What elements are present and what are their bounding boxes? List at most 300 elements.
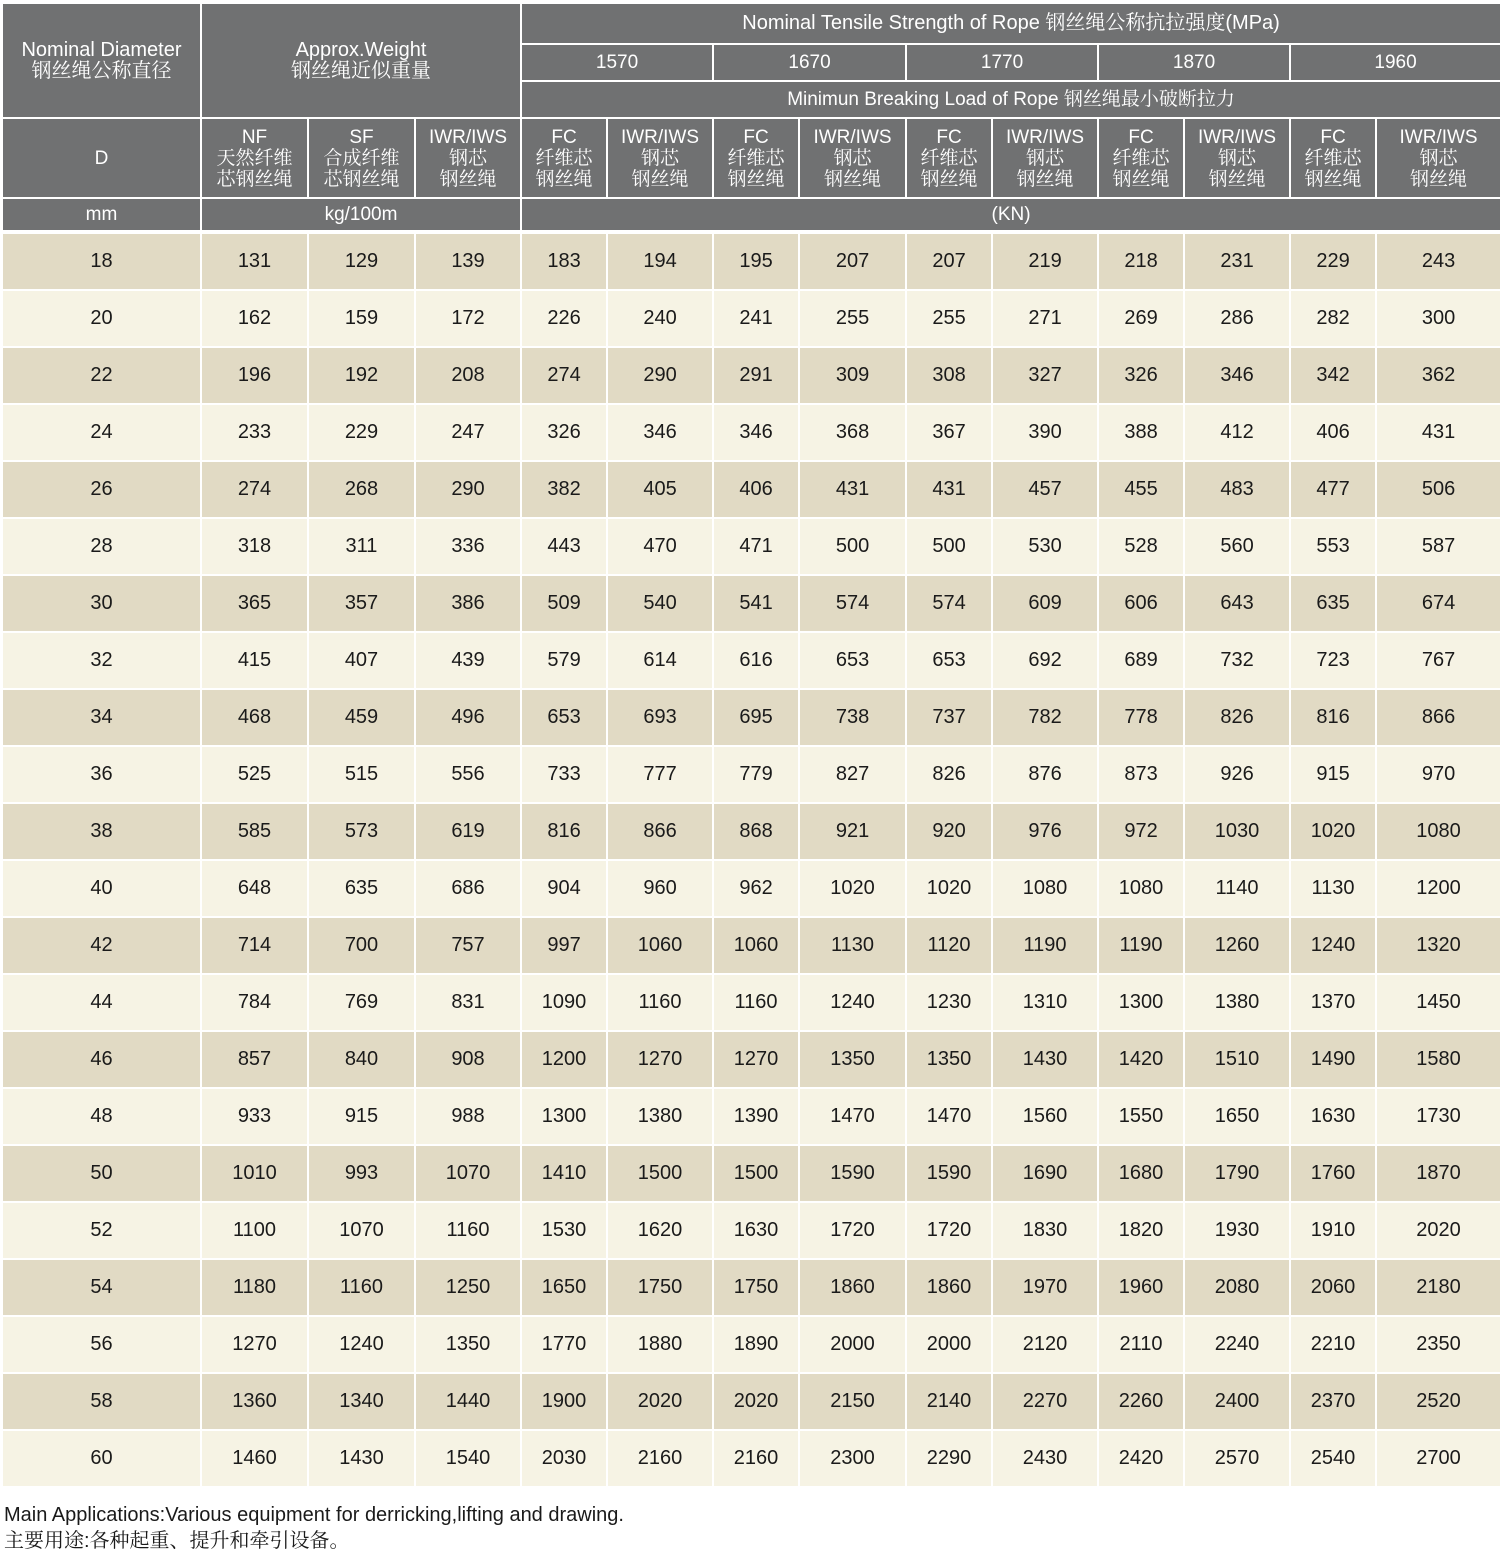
fc-load-1770-cell: 1020 <box>907 861 993 918</box>
fc-load-1570-cell: 733 <box>522 747 608 804</box>
fc-load-1570-cell: 997 <box>522 918 608 975</box>
fc-load-1570-cell: 1090 <box>522 975 608 1032</box>
fc-zh-line1: 纤维芯 <box>1112 147 1170 169</box>
nf-weight-cell: 857 <box>202 1032 309 1089</box>
fc-zh-line1: 纤维芯 <box>535 147 593 169</box>
fc-load-1870-cell: 873 <box>1099 747 1185 804</box>
iwr-load-1870-cell: 1930 <box>1185 1203 1291 1260</box>
nf-weight-cell: 318 <box>202 519 309 576</box>
iwr-header-1960 <box>1377 119 1500 199</box>
sf-weight-cell: 840 <box>309 1032 416 1089</box>
iwr-load-1770-cell: 782 <box>993 690 1099 747</box>
iwr-load-1770-cell: 2270 <box>993 1374 1099 1431</box>
sf-weight-cell: 311 <box>309 519 416 576</box>
iwr-load-1670-cell: 255 <box>800 291 907 348</box>
sf-zh-line1: 合成纤维 <box>323 147 400 169</box>
fc-load-1960-cell: 1370 <box>1291 975 1377 1032</box>
nf-weight-cell: 415 <box>202 633 309 690</box>
iwr-load-1960-cell: 866 <box>1377 690 1500 747</box>
grade-1960-header: 1960 <box>1291 45 1500 82</box>
fc-load-1870-cell: 1550 <box>1099 1089 1185 1146</box>
iwr-load-1870-cell: 732 <box>1185 633 1291 690</box>
fc-load-1770-cell: 1230 <box>907 975 993 1032</box>
fc-zh-line2: 钢丝绳 <box>727 168 785 190</box>
sf-weight-cell: 1430 <box>309 1431 416 1488</box>
fc-load-1870-cell: 2110 <box>1099 1317 1185 1374</box>
fc-load-1570-cell: 274 <box>522 348 608 405</box>
nf-zh-line1: 天然纤维 <box>216 147 293 169</box>
fc-load-1870-cell: 778 <box>1099 690 1185 747</box>
fc-code: FC <box>1320 126 1346 148</box>
fc-code: FC <box>936 126 962 148</box>
iwr-weight-cell: 247 <box>416 405 522 462</box>
fc-header-1770 <box>907 119 993 199</box>
iwr-load-1960-cell: 2020 <box>1377 1203 1500 1260</box>
iwr-weight-cell: 1250 <box>416 1260 522 1317</box>
diameter-cell: 26 <box>3 462 202 519</box>
d-header: D <box>3 119 202 199</box>
iwr-weight-cell: 172 <box>416 291 522 348</box>
nf-weight-cell: 1100 <box>202 1203 309 1260</box>
iwr-load-1960-cell: 362 <box>1377 348 1500 405</box>
nf-weight-cell: 233 <box>202 405 309 462</box>
sf-code: SF <box>349 126 374 148</box>
fc-load-1960-cell: 1490 <box>1291 1032 1377 1089</box>
table-row <box>3 1089 1500 1146</box>
diameter-cell: 38 <box>3 804 202 861</box>
iwr-weight-cell: 1540 <box>416 1431 522 1488</box>
iwr-zh-line1: 钢芯 <box>1419 147 1458 169</box>
iwr-load-1870-cell: 1260 <box>1185 918 1291 975</box>
fc-load-1960-cell: 342 <box>1291 348 1377 405</box>
iwr-load-1570-cell: 240 <box>608 291 714 348</box>
iwr-weight-cell: 1160 <box>416 1203 522 1260</box>
fc-load-1770-cell: 255 <box>907 291 993 348</box>
fc-load-1870-cell: 455 <box>1099 462 1185 519</box>
nominal-diameter-en: Nominal Diameter <box>21 38 182 61</box>
table-row <box>3 234 1500 291</box>
fc-load-1670-cell: 2020 <box>714 1374 800 1431</box>
iwr-load-1870-cell: 1650 <box>1185 1089 1291 1146</box>
iwr-weight-cell: 1440 <box>416 1374 522 1431</box>
grade-1570-header: 1570 <box>522 45 714 82</box>
sf-zh-line2: 芯钢丝绳 <box>323 168 400 190</box>
sf-weight-cell: 1340 <box>309 1374 416 1431</box>
fc-zh-line2: 钢丝绳 <box>1112 168 1170 190</box>
iwr-load-1770-cell: 1190 <box>993 918 1099 975</box>
iwr-load-1770-cell: 1560 <box>993 1089 1099 1146</box>
table-row <box>3 519 1500 576</box>
iwr-load-1960-cell: 674 <box>1377 576 1500 633</box>
fc-load-1960-cell: 282 <box>1291 291 1377 348</box>
fc-load-1570-cell: 1300 <box>522 1089 608 1146</box>
iwr-load-1870-cell: 560 <box>1185 519 1291 576</box>
fc-load-1770-cell: 431 <box>907 462 993 519</box>
diameter-cell: 52 <box>3 1203 202 1260</box>
fc-load-1670-cell: 616 <box>714 633 800 690</box>
table-row <box>3 291 1500 348</box>
fc-load-1670-cell: 1750 <box>714 1260 800 1317</box>
iwr-load-1670-cell: 1860 <box>800 1260 907 1317</box>
fc-zh-line1: 纤维芯 <box>920 147 978 169</box>
fc-load-1570-cell: 816 <box>522 804 608 861</box>
table-row <box>3 918 1500 975</box>
tensile-strength-header: Nominal Tensile Strength of Rope 钢丝绳公称抗拉强度(MPa) <box>522 4 1500 45</box>
iwr-load-1670-cell: 1470 <box>800 1089 907 1146</box>
iwr-load-1570-cell: 1500 <box>608 1146 714 1203</box>
iwr-weight-cell: 139 <box>416 234 522 291</box>
iwr-load-1570-cell: 470 <box>608 519 714 576</box>
rope-spec-table-container <box>3 4 1496 1488</box>
nominal-diameter-header <box>3 4 202 119</box>
iwr-load-1960-cell: 1730 <box>1377 1089 1500 1146</box>
iwr-code: IWR/IWS <box>1399 126 1478 148</box>
diameter-cell: 20 <box>3 291 202 348</box>
diameter-cell: 48 <box>3 1089 202 1146</box>
iwr-load-1670-cell: 1590 <box>800 1146 907 1203</box>
table-row <box>3 975 1500 1032</box>
iwr-weight-cell: 1070 <box>416 1146 522 1203</box>
fc-load-1870-cell: 269 <box>1099 291 1185 348</box>
fc-zh-line1: 纤维芯 <box>1304 147 1362 169</box>
nf-weight-cell: 648 <box>202 861 309 918</box>
iwr-weight-cell: 831 <box>416 975 522 1032</box>
fc-load-1770-cell: 920 <box>907 804 993 861</box>
fc-load-1770-cell: 2140 <box>907 1374 993 1431</box>
fc-load-1870-cell: 689 <box>1099 633 1185 690</box>
fc-load-1670-cell: 695 <box>714 690 800 747</box>
iwr-zh-line2: 钢丝绳 <box>631 168 689 190</box>
iwr-load-1960-cell: 767 <box>1377 633 1500 690</box>
iwr-load-1960-cell: 431 <box>1377 405 1500 462</box>
iwr-load-1770-cell: 1080 <box>993 861 1099 918</box>
iwr-load-1570-cell: 1270 <box>608 1032 714 1089</box>
iwr-load-1570-cell: 1160 <box>608 975 714 1032</box>
iwr-load-1570-cell: 1620 <box>608 1203 714 1260</box>
iwr-load-1670-cell: 738 <box>800 690 907 747</box>
iwr-weight-cell: 496 <box>416 690 522 747</box>
iwr-load-1960-cell: 1450 <box>1377 975 1500 1032</box>
fc-load-1960-cell: 2210 <box>1291 1317 1377 1374</box>
table-row <box>3 1374 1500 1431</box>
iwr-load-1670-cell: 431 <box>800 462 907 519</box>
sf-weight-cell: 769 <box>309 975 416 1032</box>
fc-load-1770-cell: 1120 <box>907 918 993 975</box>
iwr-load-1770-cell: 1310 <box>993 975 1099 1032</box>
iwr-load-1770-cell: 271 <box>993 291 1099 348</box>
unit-weight: kg/100m <box>202 199 522 232</box>
iwr-load-1870-cell: 643 <box>1185 576 1291 633</box>
fc-load-1770-cell: 826 <box>907 747 993 804</box>
fc-load-1670-cell: 1270 <box>714 1032 800 1089</box>
iwr-load-1770-cell: 1830 <box>993 1203 1099 1260</box>
iwr-weight-cell: 908 <box>416 1032 522 1089</box>
table-row <box>3 747 1500 804</box>
iwr-load-1960-cell: 1580 <box>1377 1032 1500 1089</box>
iwr-load-1670-cell: 1130 <box>800 918 907 975</box>
fc-load-1670-cell: 241 <box>714 291 800 348</box>
iwr-weight-cell: 1350 <box>416 1317 522 1374</box>
fc-zh-line1: 纤维芯 <box>727 147 785 169</box>
iwr-header-1570 <box>608 119 714 199</box>
fc-load-1670-cell: 1160 <box>714 975 800 1032</box>
sf-weight-cell: 993 <box>309 1146 416 1203</box>
fc-load-1960-cell: 635 <box>1291 576 1377 633</box>
fc-code: FC <box>1128 126 1154 148</box>
sf-weight-cell: 635 <box>309 861 416 918</box>
fc-code: FC <box>551 126 577 148</box>
fc-load-1770-cell: 500 <box>907 519 993 576</box>
iwr-load-1770-cell: 876 <box>993 747 1099 804</box>
fc-load-1570-cell: 1530 <box>522 1203 608 1260</box>
iwr-load-1570-cell: 540 <box>608 576 714 633</box>
fc-zh-line2: 钢丝绳 <box>1304 168 1362 190</box>
applications-zh: 主要用途:各种起重、提升和牵引设备。 <box>4 1530 350 1552</box>
fc-load-1570-cell: 183 <box>522 234 608 291</box>
table-row <box>3 804 1500 861</box>
iwr-load-1770-cell: 1430 <box>993 1032 1099 1089</box>
fc-load-1770-cell: 737 <box>907 690 993 747</box>
diameter-cell: 22 <box>3 348 202 405</box>
fc-load-1770-cell: 308 <box>907 348 993 405</box>
iwr-code: IWR/IWS <box>1005 126 1085 148</box>
fc-load-1670-cell: 1500 <box>714 1146 800 1203</box>
iwr-weight-header <box>416 119 522 199</box>
fc-load-1770-cell: 1470 <box>907 1089 993 1146</box>
iwr-load-1570-cell: 614 <box>608 633 714 690</box>
diameter-cell: 40 <box>3 861 202 918</box>
iwr-zh-line2: 钢丝绳 <box>1208 168 1266 190</box>
iwr-load-1960-cell: 243 <box>1377 234 1500 291</box>
iwr-load-1770-cell: 457 <box>993 462 1099 519</box>
nf-weight-cell: 784 <box>202 975 309 1032</box>
iwr-code: IWR/IWS <box>813 126 892 148</box>
table-row <box>3 1146 1500 1203</box>
iwr-load-1770-cell: 692 <box>993 633 1099 690</box>
nf-weight-cell: 1180 <box>202 1260 309 1317</box>
nf-weight-cell: 585 <box>202 804 309 861</box>
iwr-load-1670-cell: 2150 <box>800 1374 907 1431</box>
iwr-header-1870 <box>1185 119 1291 199</box>
iwr-load-1960-cell: 2520 <box>1377 1374 1500 1431</box>
iwr-load-1960-cell: 300 <box>1377 291 1500 348</box>
sf-header <box>309 119 416 199</box>
table-row <box>3 348 1500 405</box>
iwr-load-1770-cell: 219 <box>993 234 1099 291</box>
fc-load-1570-cell: 1770 <box>522 1317 608 1374</box>
table-body <box>3 232 1500 1488</box>
fc-load-1960-cell: 723 <box>1291 633 1377 690</box>
iwr-load-1570-cell: 777 <box>608 747 714 804</box>
fc-header-1870 <box>1099 119 1185 199</box>
fc-load-1670-cell: 346 <box>714 405 800 462</box>
iwr-load-1570-cell: 1750 <box>608 1260 714 1317</box>
iwr-load-1870-cell: 926 <box>1185 747 1291 804</box>
iwr-load-1870-cell: 483 <box>1185 462 1291 519</box>
iwr-load-1570-cell: 866 <box>608 804 714 861</box>
iwr-load-1870-cell: 1380 <box>1185 975 1291 1032</box>
iwr-zh-line2: 钢丝绳 <box>439 168 497 190</box>
iwr-zh-line1: 钢芯 <box>1026 147 1065 169</box>
sf-weight-cell: 159 <box>309 291 416 348</box>
diameter-cell: 36 <box>3 747 202 804</box>
iwr-load-1570-cell: 1880 <box>608 1317 714 1374</box>
iwr-load-1570-cell: 346 <box>608 405 714 462</box>
fc-load-1770-cell: 574 <box>907 576 993 633</box>
fc-load-1570-cell: 1410 <box>522 1146 608 1203</box>
fc-load-1570-cell: 2030 <box>522 1431 608 1488</box>
sf-weight-cell: 459 <box>309 690 416 747</box>
iwr-load-1670-cell: 1350 <box>800 1032 907 1089</box>
iwr-load-1770-cell: 1970 <box>993 1260 1099 1317</box>
iwr-zh-line2: 钢丝绳 <box>1016 168 1074 190</box>
sf-weight-cell: 1160 <box>309 1260 416 1317</box>
table-row <box>3 576 1500 633</box>
iwr-load-1770-cell: 1690 <box>993 1146 1099 1203</box>
iwr-load-1670-cell: 574 <box>800 576 907 633</box>
nf-weight-cell: 933 <box>202 1089 309 1146</box>
diameter-cell: 18 <box>3 234 202 291</box>
fc-load-1670-cell: 291 <box>714 348 800 405</box>
fc-load-1960-cell: 2370 <box>1291 1374 1377 1431</box>
iwr-load-1960-cell: 1320 <box>1377 918 1500 975</box>
fc-load-1670-cell: 1390 <box>714 1089 800 1146</box>
iwr-weight-cell: 336 <box>416 519 522 576</box>
iwr-load-1570-cell: 194 <box>608 234 714 291</box>
fc-load-1670-cell: 868 <box>714 804 800 861</box>
iwr-load-1870-cell: 346 <box>1185 348 1291 405</box>
nf-weight-cell: 196 <box>202 348 309 405</box>
iwr-zh-line1: 钢芯 <box>1218 147 1257 169</box>
fc-load-1670-cell: 471 <box>714 519 800 576</box>
table-row <box>3 1203 1500 1260</box>
breaking-load-header: Minimun Breaking Load of Rope 钢丝绳最小破断拉力 <box>522 82 1500 119</box>
table-header <box>3 4 1500 232</box>
iwr-weight-cell: 290 <box>416 462 522 519</box>
fc-load-1670-cell: 962 <box>714 861 800 918</box>
diameter-cell: 32 <box>3 633 202 690</box>
iwr-weight-cell: 757 <box>416 918 522 975</box>
iwr-weight-cell: 386 <box>416 576 522 633</box>
fc-load-1570-cell: 326 <box>522 405 608 462</box>
iwr-load-1570-cell: 405 <box>608 462 714 519</box>
fc-load-1870-cell: 1190 <box>1099 918 1185 975</box>
diameter-cell: 24 <box>3 405 202 462</box>
iwr-load-1670-cell: 1720 <box>800 1203 907 1260</box>
iwr-load-1870-cell: 826 <box>1185 690 1291 747</box>
nf-code: NF <box>241 126 268 148</box>
diameter-cell: 54 <box>3 1260 202 1317</box>
fc-header-1960 <box>1291 119 1377 199</box>
sf-weight-cell: 229 <box>309 405 416 462</box>
fc-load-1670-cell: 1060 <box>714 918 800 975</box>
diameter-cell: 28 <box>3 519 202 576</box>
applications-en: Main Applications:Various equipment for derricking,lifting and drawing. <box>4 1504 624 1526</box>
fc-load-1670-cell: 1630 <box>714 1203 800 1260</box>
iwr-weight-cell: 208 <box>416 348 522 405</box>
fc-load-1870-cell: 528 <box>1099 519 1185 576</box>
fc-load-1770-cell: 207 <box>907 234 993 291</box>
fc-load-1870-cell: 2420 <box>1099 1431 1185 1488</box>
diameter-cell: 34 <box>3 690 202 747</box>
table-row <box>3 690 1500 747</box>
iwr-load-1960-cell: 587 <box>1377 519 1500 576</box>
fc-load-1870-cell: 972 <box>1099 804 1185 861</box>
sf-weight-cell: 700 <box>309 918 416 975</box>
fc-load-1960-cell: 2060 <box>1291 1260 1377 1317</box>
fc-load-1570-cell: 382 <box>522 462 608 519</box>
fc-load-1570-cell: 653 <box>522 690 608 747</box>
fc-load-1960-cell: 1630 <box>1291 1089 1377 1146</box>
iwr-weight-cell: 619 <box>416 804 522 861</box>
fc-load-1570-cell: 443 <box>522 519 608 576</box>
fc-load-1770-cell: 2000 <box>907 1317 993 1374</box>
iwr-load-1670-cell: 500 <box>800 519 907 576</box>
diameter-cell: 58 <box>3 1374 202 1431</box>
nominal-diameter-zh: 钢丝绳公称直径 <box>31 59 172 82</box>
iwr-weight-cell: 439 <box>416 633 522 690</box>
fc-load-1570-cell: 904 <box>522 861 608 918</box>
iwr-load-1670-cell: 2000 <box>800 1317 907 1374</box>
iwr-load-1570-cell: 693 <box>608 690 714 747</box>
fc-load-1870-cell: 606 <box>1099 576 1185 633</box>
iwr-load-1770-cell: 976 <box>993 804 1099 861</box>
iwr-load-1770-cell: 327 <box>993 348 1099 405</box>
iwr-zh-line1: 钢芯 <box>833 147 872 169</box>
nf-weight-cell: 525 <box>202 747 309 804</box>
fc-load-1960-cell: 1020 <box>1291 804 1377 861</box>
iwr-zh-line2: 钢丝绳 <box>824 168 882 190</box>
fc-load-1570-cell: 579 <box>522 633 608 690</box>
fc-code: FC <box>743 126 769 148</box>
nf-weight-cell: 714 <box>202 918 309 975</box>
iwr-load-1570-cell: 2020 <box>608 1374 714 1431</box>
iwr-load-1770-cell: 2430 <box>993 1431 1099 1488</box>
iwr-load-1960-cell: 2180 <box>1377 1260 1500 1317</box>
nf-weight-cell: 131 <box>202 234 309 291</box>
approx-weight-en: Approx.Weight <box>295 38 427 61</box>
fc-load-1670-cell: 406 <box>714 462 800 519</box>
fc-load-1670-cell: 195 <box>714 234 800 291</box>
table-row <box>3 1431 1500 1488</box>
iwr-load-1960-cell: 970 <box>1377 747 1500 804</box>
nf-weight-cell: 365 <box>202 576 309 633</box>
iwr-load-1570-cell: 2160 <box>608 1431 714 1488</box>
iwr-load-1960-cell: 2350 <box>1377 1317 1500 1374</box>
iwr-load-1570-cell: 290 <box>608 348 714 405</box>
approx-weight-zh: 钢丝绳近似重量 <box>291 59 431 82</box>
table-row <box>3 1032 1500 1089</box>
fc-load-1960-cell: 229 <box>1291 234 1377 291</box>
nf-weight-cell: 1360 <box>202 1374 309 1431</box>
iwr-load-1960-cell: 1870 <box>1377 1146 1500 1203</box>
iwr-load-1960-cell: 1080 <box>1377 804 1500 861</box>
iwr-weight-cell: 556 <box>416 747 522 804</box>
fc-load-1960-cell: 816 <box>1291 690 1377 747</box>
unit-mm: mm <box>3 199 202 232</box>
fc-load-1770-cell: 1590 <box>907 1146 993 1203</box>
iwr-load-1870-cell: 286 <box>1185 291 1291 348</box>
iwr-load-1870-cell: 2400 <box>1185 1374 1291 1431</box>
iwr-load-1670-cell: 2300 <box>800 1431 907 1488</box>
iwr-load-1670-cell: 309 <box>800 348 907 405</box>
sf-weight-cell: 515 <box>309 747 416 804</box>
table-row <box>3 633 1500 690</box>
fc-load-1770-cell: 653 <box>907 633 993 690</box>
fc-load-1870-cell: 1820 <box>1099 1203 1185 1260</box>
iwr-weight-cell: 686 <box>416 861 522 918</box>
table-row <box>3 861 1500 918</box>
